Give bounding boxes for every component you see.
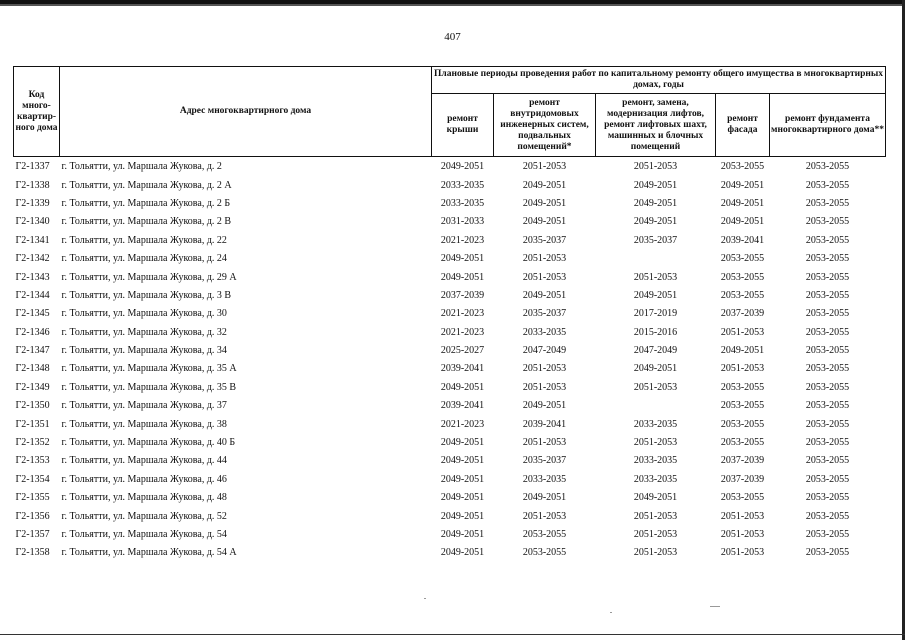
table-row bbox=[14, 544, 886, 562]
row-elevators: 2017-2019 bbox=[633, 308, 678, 320]
row-facade: 2053-2055 bbox=[720, 381, 765, 393]
row-address: г. Тольятти, ул. Маршала Жукова, д. 29 А bbox=[61, 271, 237, 283]
scan-top-border-shadow bbox=[0, 4, 905, 6]
row-code: Г2-1350 bbox=[15, 400, 50, 412]
row-elevators: 2051-2053 bbox=[633, 529, 678, 540]
row-engineering: 2035-2037 bbox=[522, 308, 567, 320]
row-code: Г2-1357 bbox=[15, 529, 50, 540]
row-roof: 2039-2041 bbox=[440, 363, 485, 375]
row-elevators: 2051-2053 bbox=[633, 547, 678, 559]
row-roof: 2033-2035 bbox=[440, 197, 485, 209]
row-roof: 2039-2041 bbox=[440, 400, 485, 412]
table-row bbox=[14, 213, 886, 231]
row-code: Г2-1351 bbox=[15, 418, 50, 430]
row-facade: 2051-2053 bbox=[720, 529, 765, 540]
row-elevators: 2047-2049 bbox=[633, 345, 678, 357]
row-address: г. Тольятти, ул. Маршала Жукова, д. 2 bbox=[61, 161, 222, 173]
row-code: Г2-1344 bbox=[15, 289, 50, 301]
row-engineering: 2051-2053 bbox=[522, 363, 567, 375]
row-facade: 2053-2055 bbox=[720, 271, 765, 283]
repair-schedule-table bbox=[13, 66, 886, 563]
table-row bbox=[14, 415, 886, 433]
row-code: Г2-1355 bbox=[15, 492, 50, 504]
row-facade: 2037-2039 bbox=[720, 308, 765, 320]
table-row bbox=[14, 268, 886, 286]
row-roof: 2049-2051 bbox=[440, 510, 485, 522]
header-code: Код много-квартир-ного дома bbox=[14, 67, 60, 157]
row-address: г. Тольятти, ул. Маршала Жукова, д. 44 bbox=[61, 455, 227, 467]
row-code: Г2-1338 bbox=[15, 179, 50, 191]
row-foundation: 2053-2055 bbox=[805, 161, 850, 173]
scan-speck bbox=[424, 598, 426, 599]
header-planned-periods: Плановые периоды проведения работ по капитальному ремонту общего имущества в многоквартирных домах, годы bbox=[432, 67, 886, 94]
row-roof: 2021-2023 bbox=[440, 418, 485, 430]
row-address: г. Тольятти, ул. Маршала Жукова, д. 2 В bbox=[61, 216, 232, 228]
row-foundation: 2053-2055 bbox=[805, 473, 850, 485]
row-engineering: 2047-2049 bbox=[522, 345, 567, 357]
row-foundation: 2053-2055 bbox=[805, 345, 850, 357]
table-row bbox=[14, 176, 886, 194]
row-address: г. Тольятти, ул. Маршала Жукова, д. 52 bbox=[61, 510, 227, 522]
table-row bbox=[14, 342, 886, 360]
row-engineering: 2033-2035 bbox=[522, 473, 567, 485]
row-engineering: 2049-2051 bbox=[522, 197, 567, 209]
row-code: Г2-1356 bbox=[15, 510, 50, 522]
row-foundation: 2053-2055 bbox=[805, 363, 850, 375]
row-roof: 2049-2051 bbox=[440, 253, 485, 265]
table-row bbox=[14, 324, 886, 342]
row-engineering: 2051-2053 bbox=[522, 253, 567, 265]
row-address: г. Тольятти, ул. Маршала Жукова, д. 38 bbox=[61, 418, 227, 430]
row-foundation: 2053-2055 bbox=[805, 253, 850, 265]
row-foundation: 2053-2055 bbox=[805, 381, 850, 393]
row-roof: 2021-2023 bbox=[440, 308, 485, 320]
scan-speck bbox=[610, 612, 612, 613]
row-roof: 2031-2033 bbox=[440, 216, 485, 228]
row-foundation: 2053-2055 bbox=[805, 455, 850, 467]
row-elevators: 2051-2053 bbox=[633, 381, 678, 393]
row-code: Г2-1342 bbox=[15, 253, 50, 265]
row-facade: 2053-2055 bbox=[720, 418, 765, 430]
row-elevators: 2033-2035 bbox=[633, 418, 678, 430]
row-address: г. Тольятти, ул. Маршала Жукова, д. 2 А bbox=[61, 179, 232, 191]
row-code: Г2-1352 bbox=[15, 437, 50, 449]
row-roof: 2049-2051 bbox=[440, 381, 485, 393]
row-address: г. Тольятти, ул. Маршала Жукова, д. 35 В bbox=[61, 381, 237, 393]
row-engineering: 2051-2053 bbox=[522, 437, 567, 449]
row-foundation: 2053-2055 bbox=[805, 547, 850, 559]
row-elevators: 2051-2053 bbox=[633, 437, 678, 449]
row-code: Г2-1345 bbox=[15, 308, 50, 320]
row-address: г. Тольятти, ул. Маршала Жукова, д. 24 bbox=[61, 253, 227, 265]
table-row bbox=[14, 305, 886, 323]
row-facade: 2053-2055 bbox=[720, 437, 765, 449]
row-code: Г2-1346 bbox=[15, 326, 50, 338]
row-address: г. Тольятти, ул. Маршала Жукова, д. 48 bbox=[61, 492, 227, 504]
header-roof: ремонт крыши bbox=[432, 94, 494, 157]
table-row bbox=[14, 287, 886, 305]
row-address: г. Тольятти, ул. Маршала Жукова, д. 34 bbox=[61, 345, 227, 357]
row-roof: 2033-2035 bbox=[440, 179, 485, 191]
row-facade: 2053-2055 bbox=[720, 253, 765, 265]
row-address: г. Тольятти, ул. Маршала Жукова, д. 40 Б bbox=[61, 437, 236, 449]
row-roof: 2037-2039 bbox=[440, 289, 485, 301]
header-address: Адрес многоквартирного дома bbox=[60, 67, 432, 157]
row-engineering: 2049-2051 bbox=[522, 492, 567, 504]
row-engineering: 2053-2055 bbox=[522, 529, 567, 540]
row-engineering: 2049-2051 bbox=[522, 216, 567, 228]
row-elevators: 2049-2051 bbox=[633, 197, 678, 209]
row-code: Г2-1343 bbox=[15, 271, 50, 283]
row-elevators bbox=[596, 250, 716, 268]
row-facade: 2051-2053 bbox=[720, 510, 765, 522]
table-row bbox=[14, 489, 886, 507]
row-roof: 2049-2051 bbox=[440, 455, 485, 467]
row-address: г. Тольятти, ул. Маршала Жукова, д. 46 bbox=[61, 473, 227, 485]
row-facade: 2037-2039 bbox=[720, 455, 765, 467]
table-row bbox=[14, 434, 886, 452]
row-engineering: 2053-2055 bbox=[522, 547, 567, 559]
table-row bbox=[14, 250, 886, 268]
row-elevators bbox=[596, 397, 716, 415]
row-facade: 2037-2039 bbox=[720, 473, 765, 485]
row-facade: 2053-2055 bbox=[720, 400, 765, 412]
row-code: Г2-1353 bbox=[15, 455, 50, 467]
row-elevators: 2033-2035 bbox=[633, 473, 678, 485]
row-facade: 2039-2041 bbox=[720, 234, 765, 246]
header-facade: ремонт фасада bbox=[716, 94, 770, 157]
row-code: Г2-1347 bbox=[15, 345, 50, 357]
row-facade: 2049-2051 bbox=[720, 216, 765, 228]
table-row bbox=[14, 397, 886, 415]
header-foundation: ремонт фундамента многоквартирного дома** bbox=[770, 94, 886, 157]
row-address: г. Тольятти, ул. Маршала Жукова, д. 54 bbox=[61, 529, 227, 540]
table-row bbox=[14, 526, 886, 544]
row-code: Г2-1340 bbox=[15, 216, 50, 228]
table-body bbox=[14, 157, 886, 563]
row-facade: 2053-2055 bbox=[720, 289, 765, 301]
row-address: г. Тольятти, ул. Маршала Жукова, д. 3 В bbox=[61, 289, 232, 301]
row-elevators: 2051-2053 bbox=[633, 510, 678, 522]
header-elevators: ремонт, замена, модернизация лифтов, ремонт лифтовых шахт, машинных и блочных помещений bbox=[596, 94, 716, 157]
row-facade: 2049-2051 bbox=[720, 197, 765, 209]
row-engineering: 2051-2053 bbox=[522, 381, 567, 393]
row-code: Г2-1337 bbox=[15, 161, 50, 173]
row-foundation: 2053-2055 bbox=[805, 326, 850, 338]
table-row bbox=[14, 360, 886, 378]
row-elevators: 2051-2053 bbox=[633, 271, 678, 283]
row-foundation: 2053-2055 bbox=[805, 437, 850, 449]
row-roof: 2049-2051 bbox=[440, 492, 485, 504]
row-elevators: 2049-2051 bbox=[633, 492, 678, 504]
scan-speck bbox=[710, 606, 720, 607]
row-engineering: 2051-2053 bbox=[522, 161, 567, 173]
row-elevators: 2051-2053 bbox=[633, 161, 678, 173]
row-facade: 2049-2051 bbox=[720, 345, 765, 357]
row-code: Г2-1354 bbox=[15, 473, 50, 485]
row-elevators: 2035-2037 bbox=[633, 234, 678, 246]
row-roof: 2049-2051 bbox=[440, 473, 485, 485]
row-address: г. Тольятти, ул. Маршала Жукова, д. 32 bbox=[61, 326, 227, 338]
row-code: Г2-1339 bbox=[15, 197, 50, 209]
page-number: 407 bbox=[444, 31, 461, 43]
row-engineering: 2051-2053 bbox=[522, 510, 567, 522]
scan-bottom-border bbox=[0, 634, 905, 635]
row-foundation: 2053-2055 bbox=[805, 492, 850, 504]
row-engineering: 2049-2051 bbox=[522, 179, 567, 191]
row-roof: 2049-2051 bbox=[440, 161, 485, 173]
row-foundation: 2053-2055 bbox=[805, 179, 850, 191]
row-roof: 2049-2051 bbox=[440, 547, 485, 559]
row-roof: 2021-2023 bbox=[440, 326, 485, 338]
row-engineering: 2051-2053 bbox=[522, 271, 567, 283]
row-elevators: 2049-2051 bbox=[633, 289, 678, 301]
row-code: Г2-1348 bbox=[15, 363, 50, 375]
table-row bbox=[14, 379, 886, 397]
row-facade: 2053-2055 bbox=[720, 492, 765, 504]
table-row bbox=[14, 232, 886, 250]
row-foundation: 2053-2055 bbox=[805, 529, 850, 540]
row-facade: 2051-2053 bbox=[720, 547, 765, 559]
row-engineering: 2039-2041 bbox=[522, 418, 567, 430]
row-elevators: 2015-2016 bbox=[633, 326, 678, 338]
row-roof: 2021-2023 bbox=[440, 234, 485, 246]
row-address: г. Тольятти, ул. Маршала Жукова, д. 30 bbox=[61, 308, 227, 320]
row-address: г. Тольятти, ул. Маршала Жукова, д. 2 Б bbox=[61, 197, 231, 209]
row-elevators: 2049-2051 bbox=[633, 363, 678, 375]
row-engineering: 2049-2051 bbox=[522, 289, 567, 301]
row-foundation: 2053-2055 bbox=[805, 289, 850, 301]
table-row bbox=[14, 157, 886, 177]
row-address: г. Тольятти, ул. Маршала Жукова, д. 37 bbox=[61, 400, 227, 412]
row-address: г. Тольятти, ул. Маршала Жукова, д. 22 bbox=[61, 234, 227, 246]
row-elevators: 2033-2035 bbox=[633, 455, 678, 467]
row-foundation: 2053-2055 bbox=[805, 197, 850, 209]
row-engineering: 2033-2035 bbox=[522, 326, 567, 338]
row-elevators: 2049-2051 bbox=[633, 179, 678, 191]
row-roof: 2049-2051 bbox=[440, 271, 485, 283]
row-roof: 2025-2027 bbox=[440, 345, 485, 357]
row-facade: 2051-2053 bbox=[720, 326, 765, 338]
table-row bbox=[14, 452, 886, 470]
row-foundation: 2053-2055 bbox=[805, 216, 850, 228]
header-engineering: ремонт внутридомовых инженерных систем, подвальных помещений* bbox=[494, 94, 596, 157]
row-engineering: 2035-2037 bbox=[522, 455, 567, 467]
row-foundation: 2053-2055 bbox=[805, 510, 850, 522]
row-elevators: 2049-2051 bbox=[633, 216, 678, 228]
row-code: Г2-1349 bbox=[15, 381, 50, 393]
row-engineering: 2035-2037 bbox=[522, 234, 567, 246]
row-address: г. Тольятти, ул. Маршала Жукова, д. 54 А bbox=[61, 547, 237, 559]
table-row bbox=[14, 471, 886, 489]
row-code: Г2-1341 bbox=[15, 234, 50, 246]
table-row bbox=[14, 507, 886, 525]
header-row-top bbox=[14, 67, 886, 94]
row-address: г. Тольятти, ул. Маршала Жукова, д. 35 А bbox=[61, 363, 237, 375]
table-row bbox=[14, 195, 886, 213]
row-facade: 2049-2051 bbox=[720, 179, 765, 191]
row-roof: 2049-2051 bbox=[440, 437, 485, 449]
row-foundation: 2053-2055 bbox=[805, 418, 850, 430]
row-foundation: 2053-2055 bbox=[805, 400, 850, 412]
row-foundation: 2053-2055 bbox=[805, 271, 850, 283]
row-engineering: 2049-2051 bbox=[522, 400, 567, 412]
row-facade: 2051-2053 bbox=[720, 363, 765, 375]
row-roof: 2049-2051 bbox=[440, 529, 485, 540]
row-foundation: 2053-2055 bbox=[805, 234, 850, 246]
row-facade: 2053-2055 bbox=[720, 161, 765, 173]
row-foundation: 2053-2055 bbox=[805, 308, 850, 320]
row-code: Г2-1358 bbox=[15, 547, 50, 559]
